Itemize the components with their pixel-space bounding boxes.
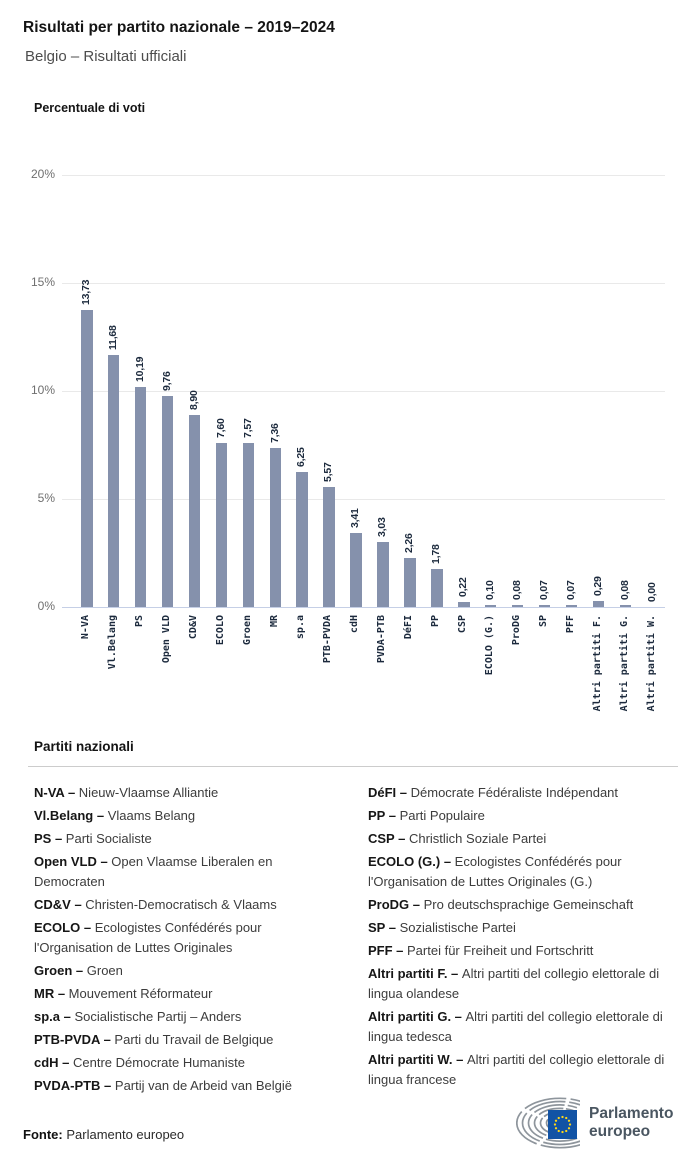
bar-value-label: 5,57 bbox=[322, 462, 335, 482]
party-abbr: PFF – bbox=[368, 943, 408, 958]
bar-value-label: 7,36 bbox=[268, 423, 281, 444]
x-axis-label: Altri partiti G. bbox=[618, 615, 630, 712]
x-axis-label: CD&V bbox=[187, 615, 199, 640]
party-name: Altri partiti del collegio elettorale di lingua olandese bbox=[368, 966, 660, 1001]
x-axis-label: MR bbox=[268, 615, 280, 628]
bar-value-label: 1,78 bbox=[430, 543, 443, 564]
party-abbr: ECOLO (G.) – bbox=[368, 854, 455, 869]
bar-sp[interactable] bbox=[539, 605, 551, 607]
bar-value-label: 3,03 bbox=[376, 516, 389, 537]
party-name: Socialistische Partij – Anders bbox=[74, 1009, 242, 1024]
x-axis-label: ECOLO bbox=[214, 615, 226, 646]
gridline bbox=[62, 283, 665, 284]
x-axis-label: Groen bbox=[241, 615, 253, 646]
legend-heading: Partiti nazionali bbox=[34, 739, 134, 754]
party-abbr: sp.a – bbox=[34, 1009, 75, 1024]
y-axis-label: 0% bbox=[37, 599, 55, 613]
party-name: Open Vlaamse Liberalen en Democraten bbox=[34, 854, 273, 889]
bar-ecolo-g-[interactable] bbox=[485, 605, 497, 607]
bar-cdh[interactable] bbox=[350, 533, 362, 607]
ep-hemicycle-icon bbox=[516, 1096, 580, 1150]
party-abbr: N-VA – bbox=[34, 785, 79, 800]
party-name: Nieuw-Vlaamse Alliantie bbox=[78, 785, 219, 800]
legend-entry bbox=[368, 829, 678, 849]
bar-value-label: 13,73 bbox=[80, 280, 92, 306]
x-axis-label: ProDG bbox=[510, 615, 522, 646]
gridline bbox=[62, 499, 665, 500]
party-name: Christlich Soziale Partei bbox=[408, 831, 547, 846]
x-axis-label: DéFI bbox=[403, 615, 415, 640]
party-name: Partij van de Arbeid van België bbox=[114, 1078, 292, 1093]
bar-value-label: 9,76 bbox=[160, 371, 173, 392]
bar-open-vld[interactable] bbox=[162, 396, 174, 607]
party-name: Parti du Travail de Belgique bbox=[114, 1032, 274, 1047]
x-axis-label: SP bbox=[537, 615, 549, 628]
bar-altri-partiti-f-[interactable] bbox=[593, 601, 605, 607]
bar-value-label: 0,07 bbox=[537, 580, 550, 601]
bar-pff[interactable] bbox=[566, 605, 578, 607]
bar-altri-partiti-g-[interactable] bbox=[620, 605, 632, 607]
eu-flag bbox=[548, 1110, 577, 1139]
x-axis-label: cdH bbox=[349, 615, 361, 634]
y-axis-label: 10% bbox=[30, 383, 55, 397]
legend-entry bbox=[34, 1076, 344, 1096]
bar-value-label: 7,60 bbox=[214, 418, 227, 438]
bar-sp-a[interactable] bbox=[296, 472, 308, 607]
party-name: Parti Socialiste bbox=[65, 831, 152, 846]
party-abbr: PP – bbox=[368, 808, 400, 823]
legend-right-column bbox=[368, 783, 678, 1099]
gridline bbox=[62, 175, 665, 176]
party-abbr: CD&V – bbox=[34, 897, 86, 912]
source-value: Parlamento europeo bbox=[66, 1127, 185, 1142]
x-axis-label: PTB-PVDA bbox=[322, 615, 334, 664]
party-name: Altri partiti del collegio elettorale di lingua tedesca bbox=[368, 1009, 663, 1044]
legend-entry bbox=[368, 806, 678, 826]
legend-entry bbox=[368, 1007, 678, 1047]
party-abbr: cdH – bbox=[34, 1055, 74, 1070]
bar-csp[interactable] bbox=[458, 602, 470, 607]
x-axis-label: Altri partiti W. bbox=[645, 615, 657, 712]
x-axis-label: PS bbox=[133, 615, 145, 628]
bar-value-label: 0,29 bbox=[591, 576, 604, 596]
bar-value-label: 6,25 bbox=[295, 447, 308, 467]
legend-entry bbox=[368, 964, 678, 1004]
x-axis-label: PVDA-PTB bbox=[376, 615, 388, 664]
party-abbr: PS – bbox=[34, 831, 66, 846]
source-label: Fonte: bbox=[23, 1127, 63, 1142]
x-axis-label: N-VA bbox=[80, 615, 91, 640]
bar-value-label: 0,22 bbox=[457, 577, 470, 598]
party-name: Vlaams Belang bbox=[107, 808, 196, 823]
gridline bbox=[62, 391, 665, 392]
party-abbr: Altri partiti W. – bbox=[368, 1052, 467, 1067]
source-note bbox=[23, 1127, 184, 1142]
bar-ps[interactable] bbox=[135, 387, 147, 607]
legend-entry bbox=[34, 806, 344, 826]
european-parliament-logo bbox=[516, 1096, 673, 1150]
party-abbr: Open VLD – bbox=[34, 854, 112, 869]
party-abbr: PVDA-PTB – bbox=[34, 1078, 115, 1093]
bar-n-va[interactable] bbox=[81, 310, 93, 607]
party-name: Mouvement Réformateur bbox=[68, 986, 213, 1001]
legend-entry bbox=[34, 984, 344, 1004]
legend-entry bbox=[368, 852, 678, 892]
y-axis-title: Percentuale di voti bbox=[34, 101, 146, 115]
x-axis-label: PFF bbox=[564, 615, 576, 634]
party-name: Christen-Democratisch & Vlaams bbox=[85, 897, 277, 912]
legend-left-column bbox=[34, 783, 344, 1099]
party-name: Ecologistes Confédérés pour l'Organisation de Luttes Originales bbox=[34, 920, 262, 955]
party-name: Partei für Freiheit und Fortschritt bbox=[407, 943, 594, 958]
bar-mr[interactable] bbox=[270, 448, 282, 607]
legend-entry bbox=[368, 941, 678, 961]
party-name: Sozialistische Partei bbox=[399, 920, 516, 935]
legend-entry bbox=[34, 1053, 344, 1073]
legend-divider bbox=[28, 766, 678, 767]
page-subtitle: Belgio – Risultati ufficiali bbox=[25, 48, 187, 65]
legend-entry bbox=[34, 961, 344, 981]
x-axis-label: PP bbox=[430, 615, 442, 628]
y-axis-label: 15% bbox=[30, 275, 55, 289]
bar-pvda-ptb[interactable] bbox=[377, 542, 389, 607]
legend-entry bbox=[34, 852, 344, 892]
page-title: Risultati per partito nazionale – 2019–2024 bbox=[23, 19, 335, 36]
bar-pp[interactable] bbox=[431, 569, 443, 607]
party-abbr: ProDG – bbox=[368, 897, 424, 912]
bar-prodg[interactable] bbox=[512, 605, 524, 607]
x-axis-label: ECOLO (G.) bbox=[483, 615, 495, 676]
x-axis-label: Altri partiti F. bbox=[591, 615, 603, 712]
y-axis-label: 20% bbox=[30, 167, 55, 181]
x-axis-line bbox=[62, 607, 665, 608]
bar-value-label: 8,90 bbox=[187, 390, 200, 410]
bar-value-label: 0,10 bbox=[483, 580, 496, 600]
party-abbr: ECOLO – bbox=[34, 920, 95, 935]
party-name: Ecologistes Confédérés pour l'Organisation de Luttes Originales (G.) bbox=[368, 854, 622, 889]
bar-value-label: 0,07 bbox=[564, 580, 577, 601]
bar-value-label: 3,41 bbox=[349, 508, 362, 529]
party-abbr: DéFI – bbox=[368, 785, 411, 800]
party-abbr: PTB-PVDA – bbox=[34, 1032, 115, 1047]
legend-entry bbox=[34, 1030, 344, 1050]
bar-value-label: 10,19 bbox=[133, 356, 146, 382]
bar-value-label: 0,08 bbox=[618, 580, 631, 601]
legend-entry bbox=[34, 829, 344, 849]
party-abbr: Altri partiti F. – bbox=[368, 966, 462, 981]
party-abbr: SP – bbox=[368, 920, 400, 935]
bar-d-fi[interactable] bbox=[404, 558, 416, 607]
x-axis-label: CSP bbox=[457, 615, 469, 634]
party-abbr: Vl.Belang – bbox=[34, 808, 108, 823]
x-axis-label: sp.a bbox=[295, 615, 307, 640]
y-axis-label: 5% bbox=[37, 491, 55, 505]
legend-entry bbox=[34, 895, 344, 915]
bar-vl-belang[interactable] bbox=[108, 355, 120, 607]
x-axis-label: Vl.Belang bbox=[106, 615, 118, 670]
party-name: Parti Populaire bbox=[399, 808, 485, 823]
party-name: Altri partiti del collegio elettorale di lingua francese bbox=[368, 1052, 665, 1087]
bar-ptb-pvda[interactable] bbox=[323, 487, 335, 607]
legend-entry bbox=[34, 918, 344, 958]
bar-cd-v[interactable] bbox=[189, 415, 201, 607]
bar-value-label: 11,68 bbox=[106, 325, 119, 350]
bar-value-label: 7,57 bbox=[241, 418, 254, 439]
party-name: Groen bbox=[86, 963, 123, 978]
party-name: Centre Démocrate Humaniste bbox=[73, 1055, 245, 1070]
party-abbr: MR – bbox=[34, 986, 69, 1001]
bar-value-label: 0,00 bbox=[645, 582, 658, 602]
party-abbr: Groen – bbox=[34, 963, 87, 978]
legend-entry bbox=[368, 918, 678, 938]
party-abbr: CSP – bbox=[368, 831, 409, 846]
legend-entry bbox=[34, 1007, 344, 1027]
party-name: Démocrate Fédéraliste Indépendant bbox=[410, 785, 619, 800]
party-name: Pro deutschsprachige Gemeinschaft bbox=[423, 897, 634, 912]
bar-ecolo[interactable] bbox=[216, 443, 228, 607]
x-axis-label: Open VLD bbox=[160, 615, 172, 664]
bar-groen[interactable] bbox=[243, 443, 255, 607]
legend-entry bbox=[34, 783, 344, 803]
ep-logo-text: Parlamento europeo bbox=[589, 1105, 674, 1140]
bar-value-label: 0,08 bbox=[510, 580, 523, 601]
bar-value-label: 2,26 bbox=[403, 533, 416, 554]
legend-entry bbox=[368, 783, 678, 803]
legend-entry bbox=[368, 895, 678, 915]
party-abbr: Altri partiti G. – bbox=[368, 1009, 466, 1024]
party-legend bbox=[34, 739, 678, 1099]
legend-entry bbox=[368, 1050, 678, 1090]
